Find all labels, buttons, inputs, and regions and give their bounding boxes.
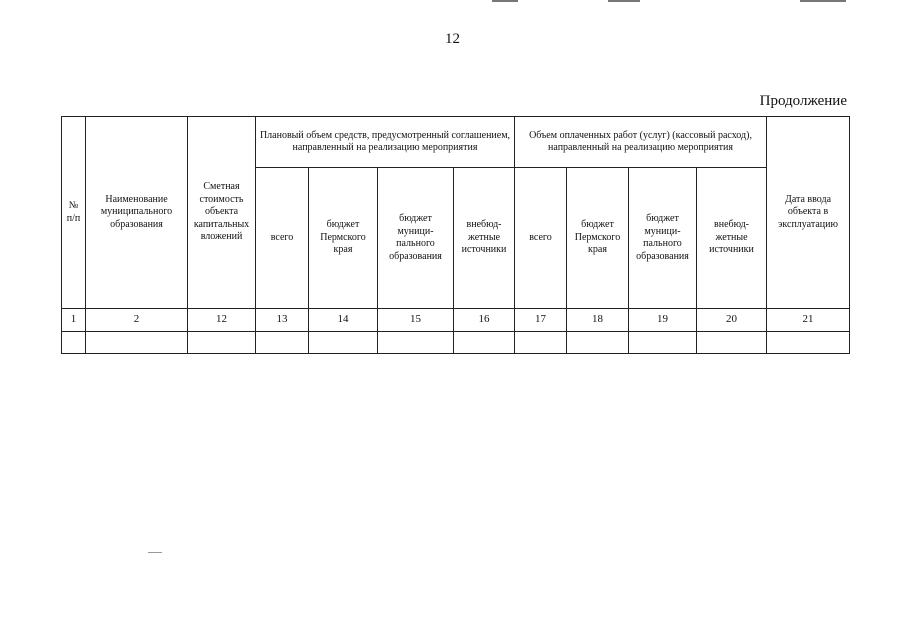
table-cell [188,332,256,354]
column-number: 19 [629,309,697,332]
header-paid-group: Объем оплаченных работ (услуг) (кассовый расход), направленный на реализацию мероприятия [515,117,767,168]
column-number: 15 [378,309,454,332]
table-cell [454,332,515,354]
header-planned-municipal: бюджет муници- пального образования [378,168,454,309]
header-num: № п/п [62,117,86,309]
report-table [61,116,850,354]
column-number: 20 [697,309,767,332]
column-number-row [62,309,850,332]
header-paid-regional: бюджет Пермского края [567,168,629,309]
scan-mark [800,0,846,2]
scan-mark [492,0,518,2]
column-number: 18 [567,309,629,332]
table-cell [629,332,697,354]
column-number: 17 [515,309,567,332]
table-cell [767,332,850,354]
header-planned-extrabudget: внебюд- жетные источники [454,168,515,309]
header-planned-regional: бюджет Пермского края [309,168,378,309]
continuation-label: Продолжение [759,93,847,109]
header-planned-total: всего [256,168,309,309]
table-row [62,332,850,354]
scan-artifact [148,552,162,553]
table-cell [378,332,454,354]
header-planned-group: Плановый объем средств, предусмотренный соглашением, направленный на реализацию мероприятия [256,117,515,168]
table-cell [309,332,378,354]
table-cell [86,332,188,354]
column-number: 21 [767,309,850,332]
table-cell [697,332,767,354]
header-paid-total: всего [515,168,567,309]
column-number: 12 [188,309,256,332]
table-cell [515,332,567,354]
column-number: 16 [454,309,515,332]
column-number: 1 [62,309,86,332]
column-number: 13 [256,309,309,332]
header-paid-municipal: бюджет муници- пального образования [629,168,697,309]
header-estimate: Сметная стоимость объекта капитальных вложений [188,117,256,309]
page-number: 12 [445,31,460,47]
table-cell [256,332,309,354]
table-cell [62,332,86,354]
header-paid-extrabudget: внебюд- жетные источники [697,168,767,309]
column-number: 14 [309,309,378,332]
header-commissioning: Дата ввода объекта в эксплуатацию [767,117,850,309]
scan-mark [608,0,640,2]
column-number: 2 [86,309,188,332]
table-cell [567,332,629,354]
header-municipality: Наименование муниципального образования [86,117,188,309]
